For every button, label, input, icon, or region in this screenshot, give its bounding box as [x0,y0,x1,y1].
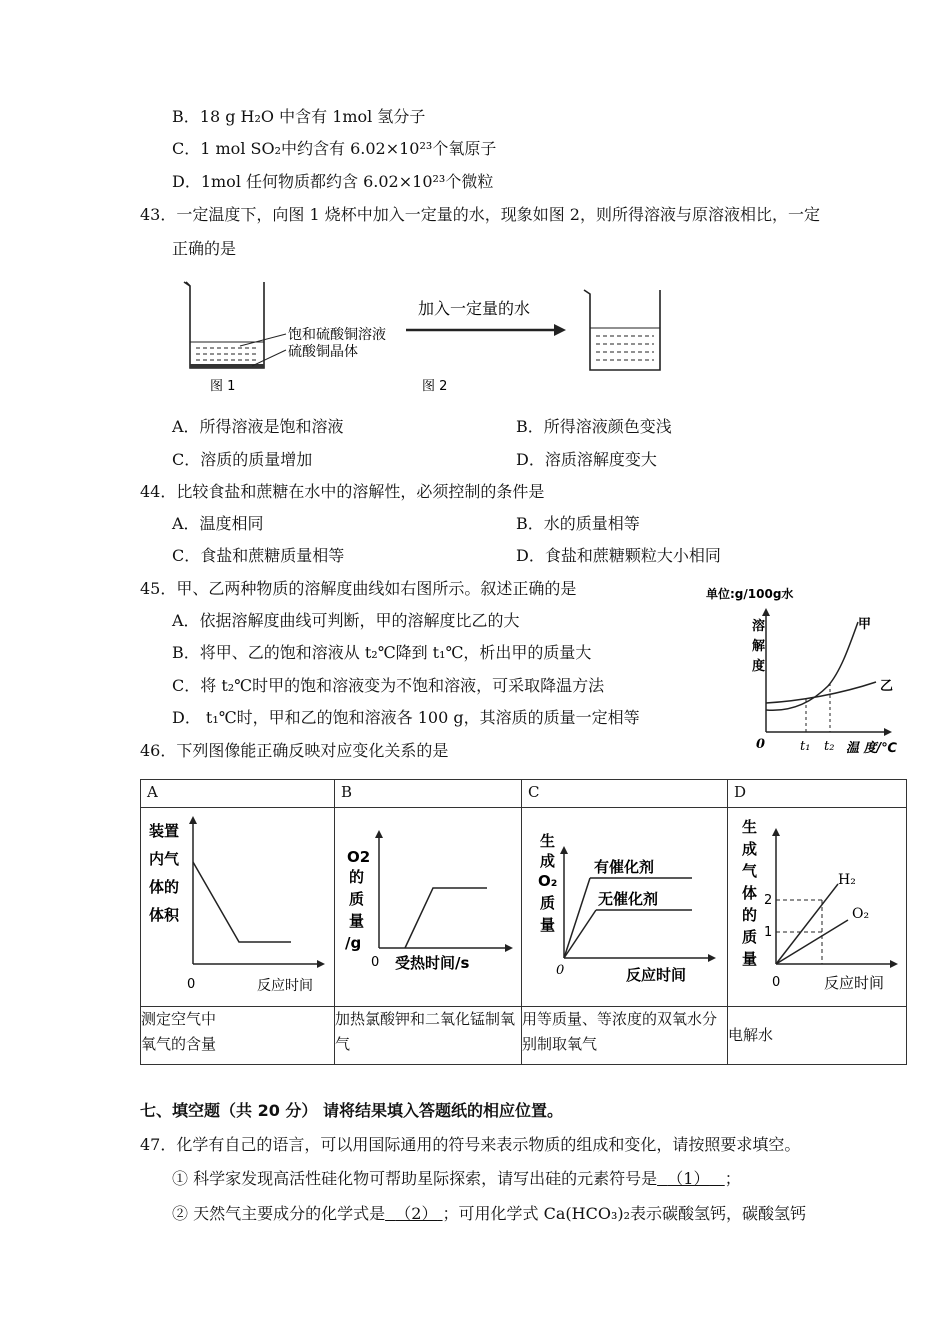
x-arrow-icon [884,728,892,736]
q47-blank-2-label: （2） [395,1204,438,1223]
q47-item-2-end: ；可用化学式 Ca(HCO₃)₂表示碳酸氢钙，碳酸氢钙 [442,1204,807,1223]
graph-d-ylabel-5: 的 [742,906,758,924]
graph-a-x-arrow-icon [317,960,325,968]
q46-stem: 46．下列图像能正确反映对应变化关系的是 [140,741,449,760]
graph-c-x-arrow-icon [708,954,716,962]
graph-c-xlabel: 反应时间 [626,966,687,984]
graph-b-origin: 0 [371,955,380,970]
graph-c-series2: 无催化剂 [598,890,659,908]
series-jia-label: 甲 [858,617,872,632]
graph-a-ylabel-2: 内气 [149,850,180,868]
q45-option-a: A．依据溶解度曲线可判断，甲的溶解度比乙的大 [172,611,520,630]
caption-a: 测定空气中 氧气的含量 [141,1007,335,1065]
q47-blank-2[interactable] [385,1204,442,1223]
solubility-chart [700,582,910,767]
graph-a [141,808,334,1002]
arrow-head-icon [554,324,566,336]
graph-b-y-arrow-icon [375,830,383,838]
graph-d-ylabel-3: 气 [742,862,758,880]
label-crystal: 硫酸铜晶体 [288,344,358,360]
caption-d: 电解水 [728,1007,907,1065]
graph-d-xlabel: 反应时间 [824,974,885,992]
q46-table [140,779,907,1065]
graph-d-cell [728,808,907,1007]
t2-label: t₂ [824,739,835,754]
chart-ylabel-1: 溶 [752,619,766,634]
graph-c-origin: 0 [556,963,565,978]
label-saturated-solution: 饱和硫酸铜溶液 [288,327,386,343]
graph-a-ylabel-1: 装置 [149,822,180,840]
graph-c-ylabel-2: 成 [540,852,556,870]
beaker-2 [584,290,660,370]
graph-b-ylabel-4: 量 [349,912,365,930]
graph-b [335,808,521,1002]
q47-item-1 [172,1166,741,1189]
graph-a-ylabel-4: 体积 [149,906,180,924]
graph-b-ylabel-3: 质 [349,890,365,908]
q42-option-b: B．18 g H₂O 中含有 1mol 氢分子 [172,107,426,126]
graph-c-line-nocatalyst [564,910,596,958]
graph-d-line-h2 [776,884,838,964]
q47-blank-1[interactable] [657,1169,725,1188]
graph-d-line-o2 [776,920,848,964]
graph-a-y-arrow-icon [189,816,197,824]
graph-b-xlabel: 受热时间/s [395,954,470,972]
graph-c-cell [522,808,728,1007]
q47-item-1-text: ① 科学家发现高活性硅化物可帮助星际探索，请写出硅的元素符号是 [172,1169,658,1188]
q47-item-1-end: ； [724,1169,741,1188]
q47-item-2-text: ② 天然气主要成分的化学式是 [172,1204,386,1223]
q43-option-b: B．所得溶液颜色变浅 [516,417,672,436]
graph-c-y-arrow-icon [560,846,568,854]
graph-b-cell [335,808,522,1007]
graph-d-tick-1: 1 [764,925,773,940]
graph-c [522,808,727,1002]
graph-b-ylabel-1: O2 [347,848,371,866]
graph-d [728,808,906,1002]
q44-option-c: C．食盐和蔗糖质量相等 [172,546,345,565]
header-d: D [728,780,907,808]
graph-c-ylabel-3: O₂ [538,872,558,890]
q47-blank-1-label: （1） [667,1169,710,1188]
series-yi-label: 乙 [880,679,894,694]
chart-origin: 0 [756,737,766,752]
chart-xlabel: 温 度/℃ [846,741,898,756]
curve-jia [766,622,858,710]
header-a: A [141,780,335,808]
q43-option-a: A．所得溶液是饱和溶液 [172,417,344,436]
q43-option-c: C．溶质的质量增加 [172,450,313,469]
graph-d-tick-2: 2 [764,893,773,908]
graph-c-ylabel-4: 质 [540,894,556,912]
graph-b-x-arrow-icon [505,944,513,952]
q45-stem: 45．甲、乙两种物质的溶解度曲线如右图所示。叙述正确的是 [140,579,577,598]
graph-d-ylabel-6: 质 [742,928,758,946]
q44-option-d: D．食盐和蔗糖颗粒大小相同 [516,546,721,565]
graph-d-origin: 0 [772,975,781,990]
graph-c-series1: 有催化剂 [594,858,655,876]
graph-a-ylabel-3: 体的 [149,878,180,896]
caption-c: 用等质量、等浓度的双氧水分别制取氧气 [522,1007,728,1065]
q45-option-d: D． t₁℃时，甲和乙的饱和溶液各 100 g，其溶质的质量一定相等 [172,708,640,727]
beaker-figure [180,272,680,402]
chart-ylabel-3: 度 [752,659,766,674]
graph-b-ylabel-5: /g [345,934,362,952]
graph-a-cell [141,808,335,1007]
graph-d-x-arrow-icon [890,960,898,968]
q47-stem: 47．化学有自己的语言，可以用国际通用的符号来表示物质的组成和变化，请按照要求填空。 [140,1135,801,1154]
fig1-label: 图 1 [210,379,236,394]
arrow-label: 加入一定量的水 [418,299,531,318]
y-arrow-icon [762,608,770,616]
graph-c-ylabel-1: 生 [540,832,556,850]
q44-option-a: A．温度相同 [172,514,264,533]
chart-ylabel-2: 解 [752,639,766,654]
graph-d-series-o2: O₂ [852,906,870,922]
graph-d-series-h2: H₂ [838,872,856,888]
graph-a-xlabel: 反应时间 [257,978,313,994]
q43-stem-cont: 正确的是 [172,239,237,258]
q45-option-c: C．将 t₂℃时甲的饱和溶液变为不饱和溶液，可采取降温方法 [172,676,605,695]
q47-item-2 [172,1201,806,1224]
section-title: 七、填空题（共 20 分） 请将结果填入答题纸的相应位置。 [140,1101,563,1120]
graph-d-y-arrow-icon [772,828,780,836]
graph-c-line-catalyst [564,878,590,958]
graph-b-ylabel-2: 的 [349,868,365,886]
caption-b: 加热氯酸钾和二氧化锰制氧气 [335,1007,522,1065]
q44-option-b: B．水的质量相等 [516,514,640,533]
q44-stem: 44．比较食盐和蔗糖在水中的溶解性，必须控制的条件是 [140,482,545,501]
q43-stem: 43．一定温度下，向图 1 烧杯中加入一定量的水，现象如图 2，则所得溶液与原溶液相比，一定 [140,205,820,224]
beaker-1 [184,282,286,368]
graph-c-ylabel-5: 量 [540,916,556,934]
q42-option-d: D．1mol 任何物质都约含 6.02×10²³个微粒 [172,172,494,191]
graph-d-ylabel-7: 量 [742,950,758,968]
t1-label: t₁ [800,739,811,754]
graph-b-line [405,888,487,948]
fig2-label: 图 2 [422,379,448,394]
q42-option-c: C．1 mol SO₂中约含有 6.02×10²³个氧原子 [172,139,497,158]
graph-d-ylabel-1: 生 [742,818,758,836]
q45-option-b: B．将甲、乙的饱和溶液从 t₂℃降到 t₁℃，析出甲的质量大 [172,643,592,662]
graph-d-ylabel-2: 成 [742,840,758,858]
header-b: B [335,780,522,808]
q43-option-d: D．溶质溶解度变大 [516,450,657,469]
header-c: C [522,780,728,808]
graph-a-origin: 0 [187,977,196,992]
chart-unit: 单位:g/100g水 [706,587,794,601]
graph-d-ylabel-4: 体 [742,884,758,902]
graph-a-line [193,862,291,942]
